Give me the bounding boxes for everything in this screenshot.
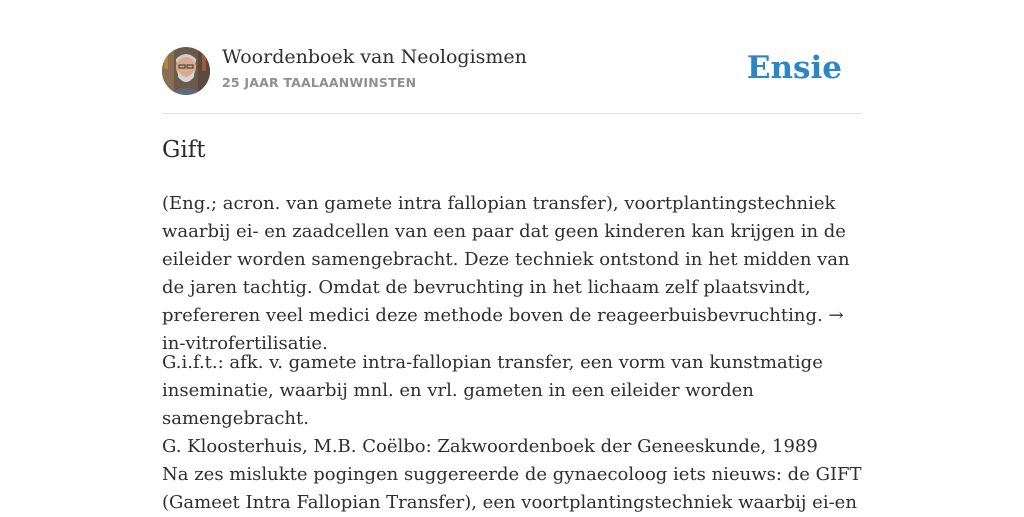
- entry-title: Gift: [162, 137, 206, 163]
- citation-block: [162, 349, 867, 461]
- header: [162, 46, 862, 96]
- brand-logo[interactable]: Ensie: [746, 50, 842, 86]
- header-divider: [162, 113, 862, 114]
- usage-example: Na zes mislukte pogingen suggereerde de gynaecoloog iets nieuws: de GIFT (Gameet Intra Fallopian Transfer), een voortplantingstechniek waarbij ei-en: [162, 464, 862, 513]
- site-subtitle: 25 JAAR TAALAANWINSTEN: [222, 75, 417, 90]
- definition-text: (Eng.; acron. van gamete intra fallopian transfer), voortplantingstechniek waarbij ei- en zaadcellen van een paar dat geen kinderen kan krijgen in de eileider worden samengebracht. Deze techniek ontstond in het midden van de jaren tachtig. Omdat de bevruchting in het lichaam zelf plaatsvindt, prefereren veel medici deze methode boven de reageerbuisbevruchting.: [162, 193, 850, 326]
- citation-text: G.i.f.t.: afk. v. gamete intra-fallopian transfer, een vorm van kunstmatige inseminatie, waarbij mnl. en vrl. gameten in een eileider worden samengebracht.: [162, 352, 823, 429]
- site-title[interactable]: Woordenboek van Neologismen: [222, 46, 527, 68]
- entry-definition: [162, 190, 867, 358]
- cross-reference-link[interactable]: in-vitrofertilisatie.: [162, 333, 328, 354]
- citation-source: G. Kloosterhuis, M.B. Coëlbo: Zakwoordenboek der Geneeskunde, 1989: [162, 436, 818, 457]
- author-portrait-icon: [162, 47, 210, 95]
- author-avatar[interactable]: [162, 47, 210, 95]
- cross-reference-arrow-icon: →: [828, 305, 844, 326]
